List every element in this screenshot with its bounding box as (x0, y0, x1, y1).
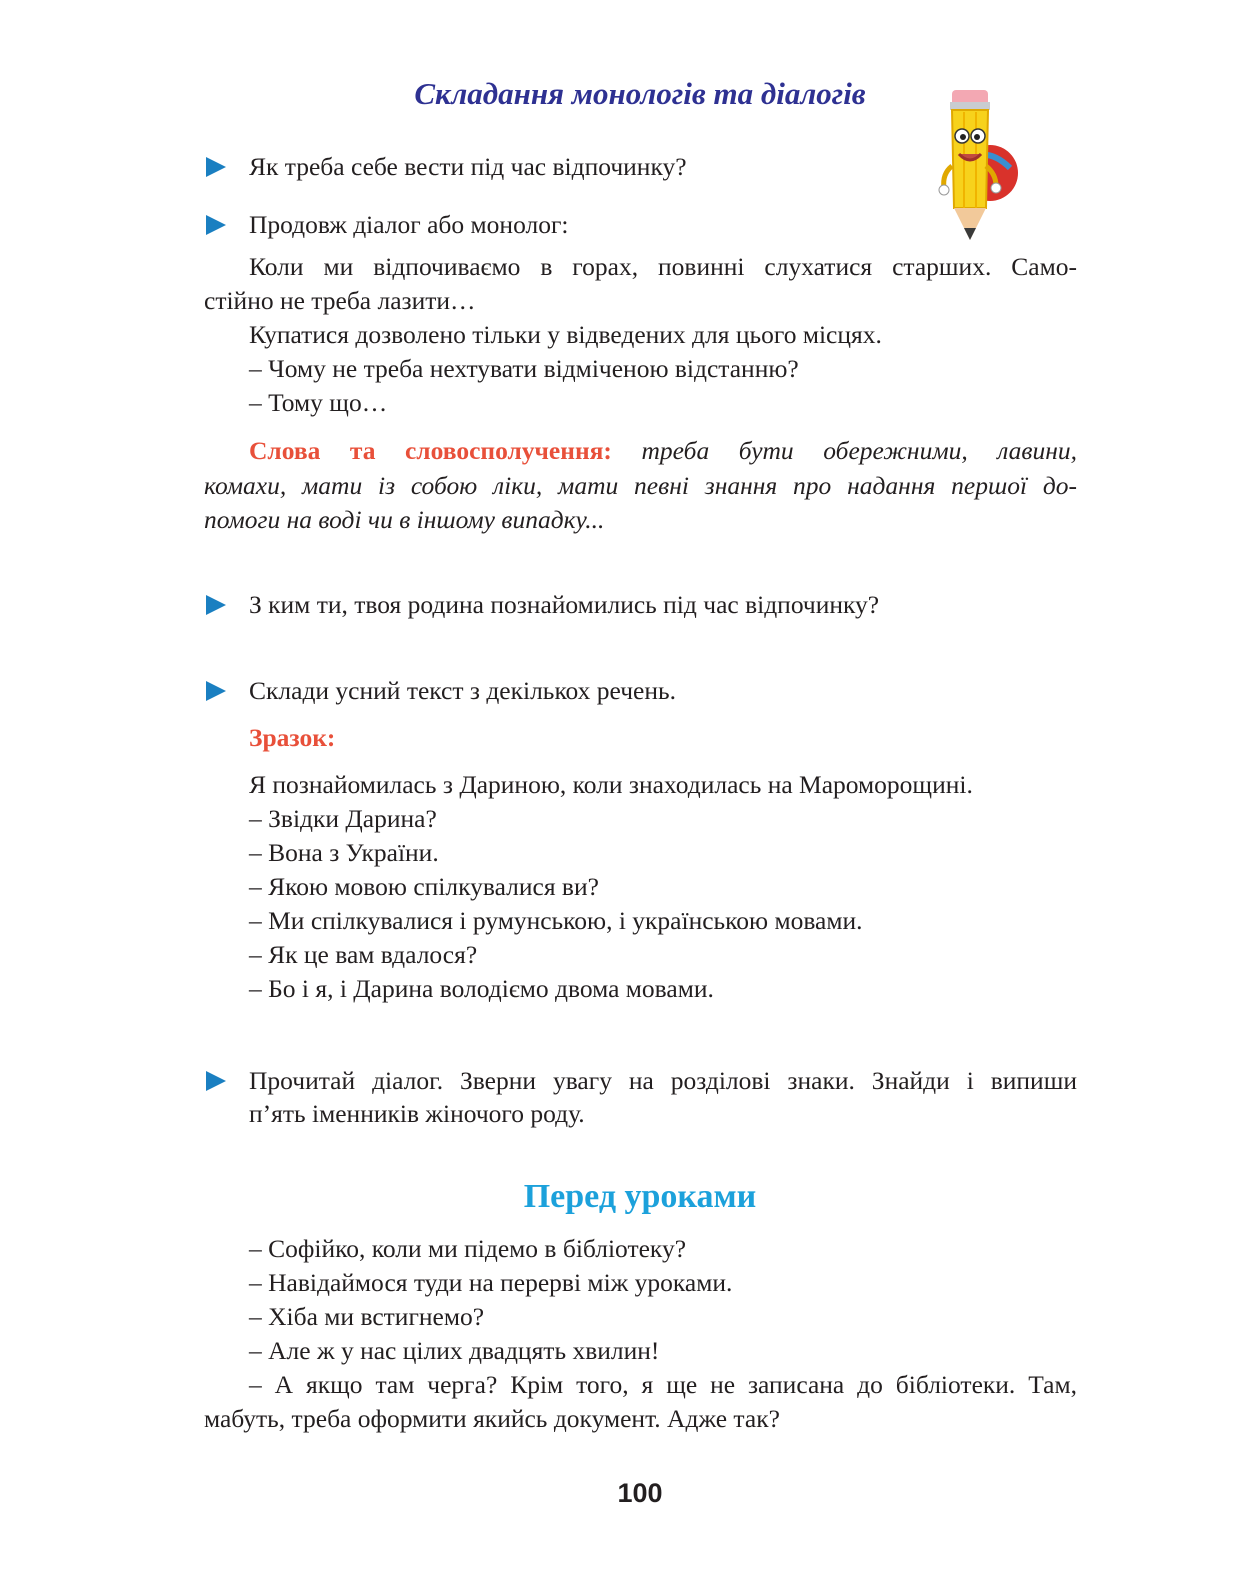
triangle-bullet-icon (206, 595, 226, 615)
dialog-line: – Тому що… (249, 388, 388, 417)
triangle-bullet-icon (206, 681, 226, 701)
task-2: Продовж діалог або монолог: (249, 210, 569, 239)
sample-line: – Вона з України. (249, 838, 439, 867)
monolog-line: Купатися дозволено тільки у відведених для цього місцях. (249, 320, 882, 349)
pencil-mascot-icon (930, 78, 1020, 246)
dialog-line: мабуть, треба оформити якийсь документ. Адже так? (204, 1404, 780, 1433)
triangle-bullet-icon (206, 1071, 226, 1091)
monolog-line: стійно не треба лазити… (204, 286, 476, 315)
dialog-line: – Навідаймося туди на перерві між уроками. (249, 1268, 733, 1297)
sample-line: Я познайомилась з Дариною, коли знаходилась на Мароморощині. (249, 770, 973, 799)
sample-line: – Ми спілкувалися і румунською, і українською мовами. (249, 906, 863, 935)
task-5-continued: п’ять іменників жіночого роду. (249, 1099, 585, 1128)
sample-label: Зразок: (249, 723, 336, 752)
dialog-line: – Хіба ми встигнемо? (249, 1302, 485, 1331)
vocabulary-text: треба бути обережними, лавини, (641, 436, 1078, 465)
task-3: З ким ти, твоя родина познайомились під час відпочинку? (249, 590, 880, 619)
task-5: Прочитай діалог. Зверни увагу на розділові знаки. Знайди і випиши (249, 1066, 1077, 1095)
triangle-bullet-icon (206, 215, 226, 235)
vocabulary-line: помоги на воді чи в іншому випадку... (204, 505, 605, 534)
dialog-line: – А якщо там черга? Крім того, я ще не записана до бібліотеки. Там, (249, 1370, 1077, 1399)
sample-line: – Звідки Дарина? (249, 804, 437, 833)
dialog-line: – Але ж у нас цілих двадцять хвилин! (249, 1336, 660, 1365)
dialog-title: Перед уроками (523, 1178, 757, 1215)
monolog-line: Коли ми відпочиваємо в горах, повинні слухатися старших. Само- (249, 252, 1077, 281)
vocabulary-label: Слова та словосполучення: (249, 436, 612, 465)
sample-line: – Як це вам вдалося? (249, 940, 478, 969)
dialog-line: – Чому не треба нехтувати відміченою відстанню? (249, 354, 799, 383)
task-4: Склади усний текст з декількох речень. (249, 676, 677, 705)
vocabulary-line: комахи, мати із собою ліки, мати певні знання про надання першої до- (204, 471, 1077, 500)
vocabulary-line (249, 434, 1077, 468)
dialog-line: – Софійко, коли ми підемо в бібліотеку? (249, 1234, 687, 1263)
task-1: Як треба себе вести під час відпочинку? (249, 152, 687, 181)
sample-line: – Бо і я, і Дарина володіємо двома мовами. (249, 974, 714, 1003)
section-heading: Складання монологів та діалогів (414, 76, 866, 111)
triangle-bullet-icon (206, 157, 226, 177)
page-number: 100 (617, 1478, 663, 1508)
sample-line: – Якою мовою спілкувалися ви? (249, 872, 599, 901)
